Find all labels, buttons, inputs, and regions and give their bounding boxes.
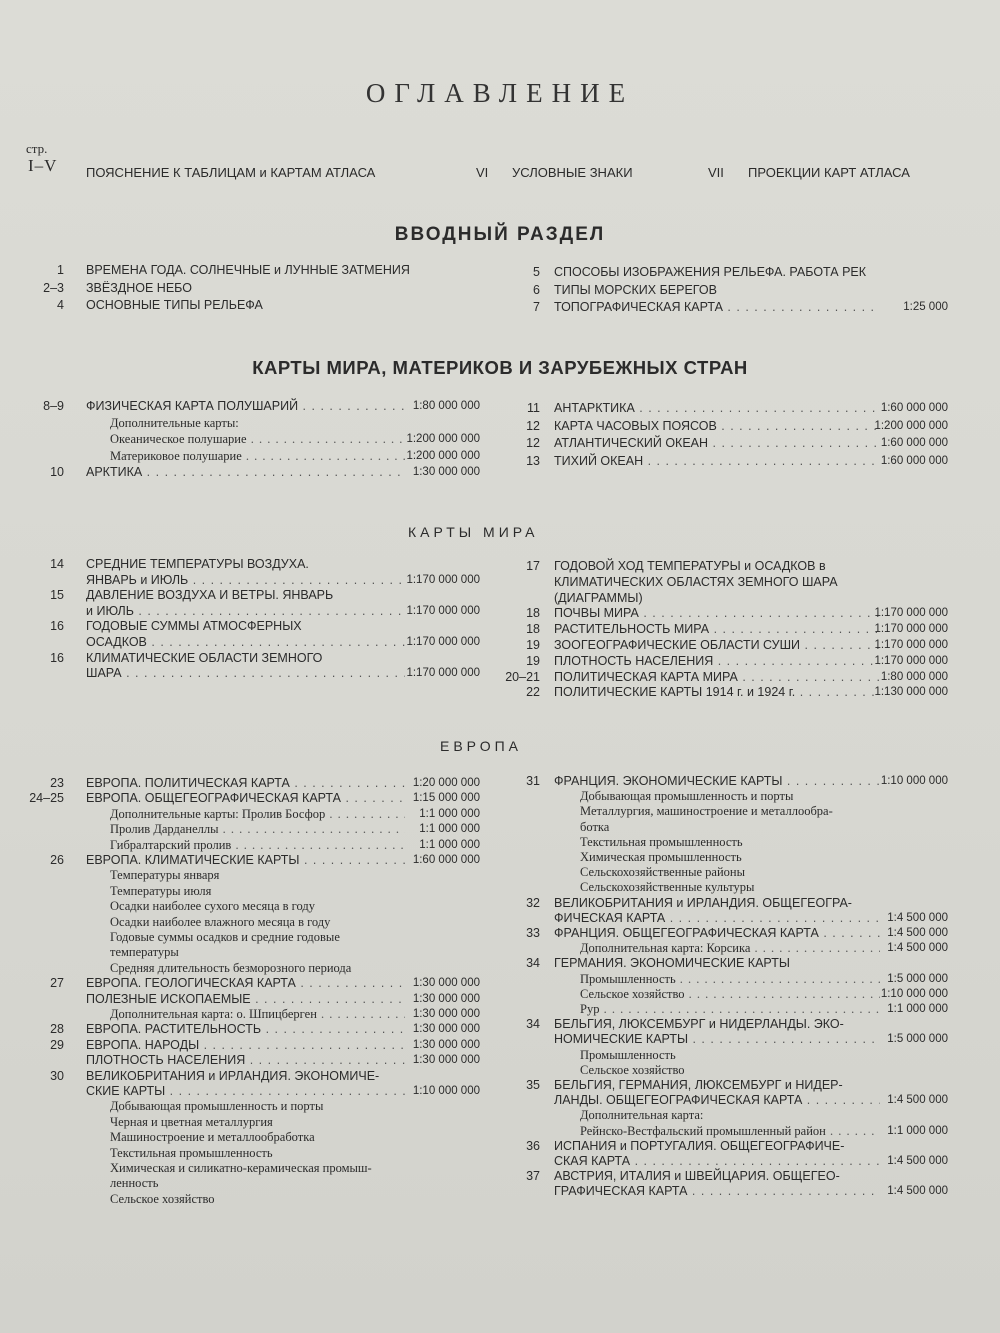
- toc-entry-title: ПОЧВЫ МИРА . . .: [554, 605, 880, 622]
- toc-page-number: 18: [526, 622, 540, 637]
- toc-map-scale: 1:170 000 000: [874, 654, 948, 667]
- toc-entry-title: АРКТИКА . . .: [86, 464, 405, 481]
- toc-entry-title: ПЛОТНОСТЬ НАСЕЛЕНИЯ . . .: [554, 653, 880, 670]
- toc-map-scale: 1:170 000 000: [874, 607, 948, 620]
- toc-page-number: 30: [50, 1068, 64, 1083]
- toc-entry-title: КЛИМАТИЧЕСКИЕ ОБЛАСТИ ЗЕМНОГО: [86, 650, 323, 665]
- toc-entry-title: температуры: [110, 945, 179, 960]
- section-heading-intro: ВВОДНЫЙ РАЗДЕЛ: [394, 224, 606, 245]
- toc-entry-title: Сельскохозяйственные районы: [580, 865, 745, 880]
- toc-entry-title: Химическая и силикатно-керамическая промыш-: [110, 1161, 372, 1175]
- toc-entry-title: Сельское хозяйство . . .: [580, 986, 880, 1003]
- toc-entry-title: Материковое полушарие . . .: [110, 448, 405, 465]
- toc-top-num-2: VI: [476, 165, 489, 180]
- toc-entry-title: Металлургия, машиностроение и металлообра-: [580, 804, 833, 819]
- toc-map-scale: 1:4 500 000: [887, 1155, 948, 1167]
- toc-entry-title: ГОДОВОЙ ХОД ТЕМПЕРАТУРЫ и ОСАДКОВ в: [554, 559, 826, 573]
- toc-row: [0, 400, 1000, 417]
- toc-entry-title: Годовые суммы осадков и средние годовые: [110, 930, 340, 944]
- toc-map-scale: 1:30 000 000: [412, 1038, 480, 1051]
- toc-entry-title: ОСАДКОВ . . .: [86, 634, 405, 651]
- toc-entry-title: ЕВРОПА. ПОЛИТИЧЕСКАЯ КАРТА . . .: [86, 775, 405, 792]
- toc-entry-title: ПЛОТНОСТЬ НАСЕЛЕНИЯ . . .: [86, 1052, 405, 1069]
- toc-row: [0, 282, 1000, 299]
- toc-row: [0, 299, 1000, 316]
- toc-map-scale: 1:4 500 000: [887, 942, 948, 955]
- toc-page-number: 14: [50, 557, 64, 571]
- toc-map-scale: 1:25 000: [903, 301, 948, 313]
- toc-entry-title: КЛИМАТИЧЕСКИХ ОБЛАСТЯХ ЗЕМНОГО ШАРА: [554, 574, 838, 589]
- toc-entry-title: ОСНОВНЫЕ ТИПЫ РЕЛЬЕФА: [86, 298, 263, 312]
- toc-row: [0, 669, 1000, 686]
- section-heading-world: КАРТЫ МИРА: [408, 524, 539, 540]
- toc-entry-title: ЗООГЕОГРАФИЧЕСКИЕ ОБЛАСТИ СУШИ . . .: [554, 637, 880, 654]
- toc-entry-title: ТИХИЙ ОКЕАН . . .: [554, 453, 880, 470]
- toc-map-scale: 1:1 000 000: [419, 838, 480, 851]
- toc-entry-title: Сельское хозяйство: [580, 1062, 685, 1077]
- toc-entry-title: АТЛАНТИЧЕСКИЙ ОКЕАН . . .: [554, 435, 880, 452]
- toc-row: [0, 435, 1000, 452]
- toc-entry-title: ГРАФИЧЕСКАЯ КАРТА . . .: [554, 1183, 880, 1200]
- toc-map-scale: 1:15 000 000: [412, 792, 480, 805]
- toc-entry-title: ЕВРОПА. ОБЩЕГЕОГРАФИЧЕСКАЯ КАРТА . . .: [86, 790, 405, 807]
- toc-entry-title: Осадки наиболее влажного месяца в году: [110, 914, 331, 929]
- toc-map-scale: 1:200 000 000: [406, 433, 480, 445]
- toc-map-scale: 1:20 000 000: [412, 777, 480, 789]
- toc-page-number: 28: [50, 1022, 64, 1037]
- toc-map-scale: 1:5 000 000: [887, 1033, 948, 1046]
- toc-entry-title: ЕВРОПА. НАРОДЫ . . .: [86, 1037, 405, 1054]
- toc-page-number: 23: [50, 776, 64, 790]
- toc-entry-title: СКИЕ КАРТЫ . . .: [86, 1083, 405, 1100]
- toc-entry-title: Температуры января: [110, 868, 220, 883]
- toc-entry-title: ПОЛИТИЧЕСКИЕ КАРТЫ 1914 г. и 1924 г. . . .: [554, 684, 880, 701]
- toc-map-scale: 1:60 000 000: [880, 454, 948, 467]
- toc-map-scale: 1:170 000 000: [406, 604, 480, 617]
- toc-row: [0, 264, 1000, 281]
- toc-entry-title: ЯНВАРЬ и ИЮЛЬ . . .: [86, 572, 405, 589]
- toc-page-number: 32: [526, 895, 540, 910]
- toc-page-number: 5: [533, 265, 540, 279]
- toc-page-number: 36: [526, 1138, 540, 1153]
- toc-map-scale: 1:30 000 000: [412, 977, 480, 990]
- toc-entry-title: БЕЛЬГИЯ, ЛЮКСЕМБУРГ и НИДЕРЛАНДЫ. ЭКО-: [554, 1017, 844, 1032]
- toc-map-scale: 1:4 500 000: [887, 927, 948, 939]
- toc-entry-title: ленность: [110, 1176, 159, 1191]
- toc-map-scale: 1:1 000 000: [887, 1124, 948, 1137]
- toc-entry-title: ЕВРОПА. КЛИМАТИЧЕСКИЕ КАРТЫ . . .: [86, 852, 405, 869]
- toc-entry-title: Дополнительные карты:: [110, 415, 239, 430]
- toc-map-scale: 1:10 000 000: [880, 775, 948, 787]
- toc-page-number: 11: [527, 401, 540, 415]
- toc-entry-title: Добывающая промышленность и порты: [580, 789, 794, 804]
- toc-map-scale: 1:30 000 000: [412, 1008, 480, 1020]
- toc-map-scale: 1:170 000 000: [406, 667, 480, 680]
- toc-page-number: 29: [50, 1037, 64, 1052]
- toc-entry-title: ВЕЛИКОБРИТАНИЯ и ИРЛАНДИЯ. ОБЩЕГЕОГРА-: [554, 895, 852, 910]
- toc-entry-title: БЕЛЬГИЯ, ГЕРМАНИЯ, ЛЮКСЕМБУРГ и НИДЕР-: [554, 1078, 843, 1092]
- toc-map-scale: 1:30 000 000: [412, 1023, 480, 1036]
- toc-map-scale: 1:10 000 000: [880, 987, 948, 1000]
- toc-map-scale: 1:30 000 000: [412, 992, 480, 1005]
- toc-page-number: 26: [50, 853, 64, 867]
- section-heading-world-continents: КАРТЫ МИРА, МАТЕРИКОВ И ЗАРУБЕЖНЫХ СТРАН: [252, 357, 748, 378]
- toc-page-number: 12: [526, 418, 540, 433]
- toc-entry-title: Гибралтарский пролив . . .: [110, 837, 405, 854]
- page-title: ОГЛАВЛЕНИЕ: [365, 78, 635, 108]
- toc-map-scale: 1:200 000 000: [406, 449, 480, 462]
- toc-entry-title: Пролив Дарданеллы . . .: [110, 821, 405, 838]
- toc-page-number: 16: [50, 619, 64, 634]
- toc-entry-title: Температуры июля: [110, 883, 212, 898]
- toc-entry-title: ФИЧЕСКАЯ КАРТА . . .: [554, 910, 880, 927]
- toc-page-number: 6: [533, 282, 540, 297]
- toc-page-number: 34: [526, 1017, 540, 1032]
- toc-entry-title: ЗВЁЗДНОЕ НЕБО: [86, 280, 192, 295]
- toc-page-number: 13: [526, 453, 540, 468]
- toc-row: [0, 418, 1000, 435]
- toc-entry-title: ШАРА . . .: [86, 665, 405, 682]
- toc-entry-title: (ДИАГРАММЫ): [554, 590, 643, 605]
- toc-map-scale: 1:1 000 000: [419, 807, 480, 820]
- toc-top-item-2: УСЛОВНЫЕ ЗНАКИ: [512, 165, 633, 180]
- toc-entry-title: Рур . . .: [580, 1001, 880, 1018]
- toc-row: [0, 574, 1000, 591]
- toc-entry-title: РАСТИТЕЛЬНОСТЬ МИРА . . .: [554, 621, 880, 638]
- toc-map-scale: 1:170 000 000: [874, 639, 948, 651]
- toc-map-scale: 1:30 000 000: [412, 466, 480, 478]
- toc-page-number: 18: [526, 606, 540, 621]
- toc-entry-title: Дополнительная карта: Корсика . . .: [580, 940, 880, 957]
- toc-top-item-3: ПРОЕКЦИИ КАРТ АТЛАСА: [748, 165, 910, 180]
- toc-page-number: 19: [526, 653, 540, 668]
- toc-page-number: 37: [526, 1169, 540, 1184]
- toc-page-number: 34: [526, 956, 540, 971]
- toc-entry-title: ПОЛЕЗНЫЕ ИСКОПАЕМЫЕ . . .: [86, 991, 405, 1008]
- toc-entry-title: Дополнительная карта:: [580, 1108, 704, 1123]
- toc-entry-title: АНТАРКТИКА . . .: [554, 400, 880, 417]
- toc-map-scale: 1:4 500 000: [887, 911, 948, 924]
- toc-entry-title: СПОСОБЫ ИЗОБРАЖЕНИЯ РЕЛЬЕФА. РАБОТА РЕК: [554, 265, 867, 279]
- toc-page-number: 24–25: [29, 791, 64, 806]
- toc-entry-title: Океаническое полушарие . . .: [110, 431, 405, 448]
- toc-page-number: 1: [57, 263, 64, 277]
- toc-entry-title: ГЕРМАНИЯ. ЭКОНОМИЧЕСКИЕ КАРТЫ: [554, 956, 790, 971]
- toc-page-number: 27: [50, 976, 64, 991]
- toc-entry-title: СРЕДНИЕ ТЕМПЕРАТУРЫ ВОЗДУХА.: [86, 557, 309, 571]
- toc-entry-title: Химическая промышленность: [580, 850, 742, 864]
- toc-top-num-3: VII: [708, 165, 724, 180]
- toc-page-number: 31: [526, 774, 540, 788]
- toc-map-scale: 1:5 000 000: [887, 972, 948, 985]
- toc-map-scale: 1:4 500 000: [887, 1094, 948, 1107]
- toc-page-number: 19: [526, 638, 540, 652]
- toc-page-number: 2–3: [43, 280, 64, 295]
- toc-entry-title: ГОДОВЫЕ СУММЫ АТМОСФЕРНЫХ: [86, 619, 302, 634]
- toc-entry-title: КАРТА ЧАСОВЫХ ПОЯСОВ . . .: [554, 418, 880, 435]
- toc-map-scale: 1:170 000 000: [406, 636, 480, 648]
- toc-page-number: 4: [57, 298, 64, 312]
- toc-entry-title: НОМИЧЕСКИЕ КАРТЫ . . .: [554, 1031, 880, 1048]
- toc-entry-title: и ИЮЛЬ . . .: [86, 603, 405, 620]
- toc-entry-title: Добывающая промышленность и порты: [110, 1099, 324, 1114]
- toc-page-number: 16: [50, 650, 64, 665]
- toc-entry-title: Сельское хозяйство: [110, 1191, 215, 1206]
- toc-map-scale: 1:30 000 000: [412, 1054, 480, 1067]
- toc-entry-title: Дополнительная карта: о. Шпицберген . . .: [110, 1006, 405, 1023]
- toc-entry-title: Сельскохозяйственные культуры: [580, 880, 755, 895]
- toc-entry-title: Текстильная промышленность: [110, 1145, 273, 1160]
- toc-entry-title: АВСТРИЯ, ИТАЛИЯ и ШВЕЙЦАРИЯ. ОБЩЕГЕО-: [554, 1169, 840, 1184]
- toc-map-scale: 1:80 000 000: [412, 400, 480, 412]
- toc-map-scale: 1:1 000 000: [887, 1003, 948, 1015]
- toc-top-item-1: ПОЯСНЕНИЕ К ТАБЛИЦАМ и КАРТАМ АТЛАСА: [86, 165, 376, 180]
- toc-page-number: 10: [50, 465, 64, 479]
- toc-entry-title: ЕВРОПА. ГЕОЛОГИЧЕСКАЯ КАРТА . . .: [86, 975, 405, 992]
- toc-row: [0, 605, 1000, 622]
- toc-entry-title: ПОЛИТИЧЕСКАЯ КАРТА МИРА . . .: [554, 669, 880, 686]
- toc-row: [0, 653, 1000, 670]
- toc-entry-title: ИСПАНИЯ и ПОРТУГАЛИЯ. ОБЩЕГЕОГРАФИЧЕ-: [554, 1138, 845, 1153]
- toc-page-number: 35: [526, 1078, 540, 1092]
- toc-entry-title: Осадки наиболее сухого месяца в году: [110, 899, 315, 914]
- toc-row: [0, 558, 1000, 575]
- toc-page-number: 12: [526, 436, 540, 450]
- toc-map-scale: 1:60 000 000: [412, 854, 480, 866]
- toc-entry-title: Дополнительные карты: Пролив Босфор . . .: [110, 806, 405, 823]
- page-column-label: стр.: [26, 141, 48, 156]
- toc-map-scale: 1:80 000 000: [880, 670, 948, 683]
- toc-map-scale: 1:170 000 000: [874, 623, 948, 636]
- toc-entry-title: Текстильная промышленность: [580, 834, 743, 849]
- toc-entry-title: ТОПОГРАФИЧЕСКАЯ КАРТА . . .: [554, 299, 880, 316]
- toc-row: [0, 621, 1000, 638]
- toc-entry-title: Промышленность . . .: [580, 971, 880, 988]
- toc-entry-title: СКАЯ КАРТА . . .: [554, 1153, 880, 1170]
- toc-entry-title: Средняя длительность безморозного периода: [110, 960, 352, 975]
- toc-entry-title: Промышленность: [580, 1047, 676, 1062]
- toc-entry-title: Черная и цветная металлургия: [110, 1114, 273, 1129]
- toc-row: [0, 453, 1000, 470]
- toc-entry-title: ЛАНДЫ. ОБЩЕГЕОГРАФИЧЕСКАЯ КАРТА . . .: [554, 1092, 880, 1109]
- toc-row: [0, 1183, 1000, 1200]
- toc-page-number: 17: [526, 559, 540, 573]
- toc-map-scale: 1:4 500 000: [887, 1185, 948, 1198]
- toc-page-number: 7: [533, 300, 540, 314]
- toc-entry-title: ВЕЛИКОБРИТАНИЯ и ИРЛАНДИЯ. ЭКОНОМИЧЕ-: [86, 1068, 380, 1083]
- toc-entry-title: Машиностроение и металлообработка: [110, 1130, 315, 1145]
- toc-entry-title: Рейнско-Вестфальский промышленный район . . .: [580, 1123, 880, 1140]
- toc-entry-title: ВРЕМЕНА ГОДА. СОЛНЕЧНЫЕ и ЛУННЫЕ ЗАТМЕНИЯ: [86, 263, 410, 277]
- toc-page-number: 20–21: [505, 669, 540, 684]
- toc-page-number: 15: [50, 588, 64, 603]
- toc-entry-title: ФИЗИЧЕСКАЯ КАРТА ПОЛУШАРИЙ . . .: [86, 398, 405, 415]
- page-range: I–V: [28, 156, 58, 175]
- toc-entry-title: ДАВЛЕНИЕ ВОЗДУХА И ВЕТРЫ. ЯНВАРЬ: [86, 588, 334, 603]
- toc-row: [0, 637, 1000, 654]
- toc-map-scale: 1:200 000 000: [874, 419, 948, 432]
- toc-row: [0, 590, 1000, 607]
- toc-entry-title: ФРАНЦИЯ. ЭКОНОМИЧЕСКИЕ КАРТЫ . . .: [554, 773, 880, 790]
- toc-entry-title: ФРАНЦИЯ. ОБЩЕГЕОГРАФИЧЕСКАЯ КАРТА . . .: [554, 925, 880, 942]
- toc-map-scale: 1:60 000 000: [880, 437, 948, 449]
- section-heading-europe: ЕВРОПА: [440, 738, 522, 754]
- toc-row: [0, 684, 1000, 701]
- toc-map-scale: 1:1 000 000: [419, 823, 480, 836]
- toc-map-scale: 1:60 000 000: [880, 402, 948, 414]
- toc-map-scale: 1:170 000 000: [406, 573, 480, 586]
- toc-page-number: 22: [526, 685, 540, 700]
- toc-page-number: 8–9: [43, 399, 64, 413]
- toc-page-number: 33: [526, 926, 540, 940]
- toc-map-scale: 1:130 000 000: [874, 686, 948, 699]
- toc-entry-title: ботка: [580, 819, 610, 834]
- toc-map-scale: 1:10 000 000: [412, 1085, 480, 1097]
- toc-entry-title: ЕВРОПА. РАСТИТЕЛЬНОСТЬ . . .: [86, 1021, 405, 1038]
- toc-entry-title: ТИПЫ МОРСКИХ БЕРЕГОВ: [554, 282, 717, 297]
